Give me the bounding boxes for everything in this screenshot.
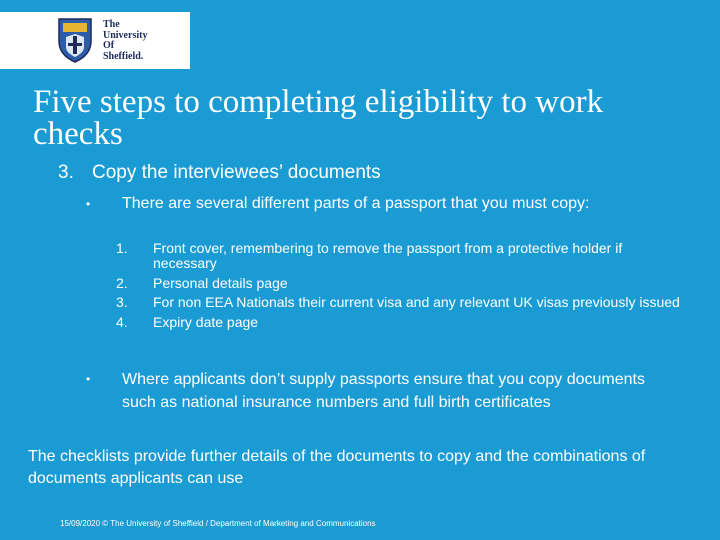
list-item bbox=[116, 315, 686, 330]
step-number: 3. bbox=[58, 162, 74, 183]
list-item-number: 3. bbox=[116, 294, 128, 310]
list-item-text: Personal details page bbox=[153, 275, 288, 291]
bullet-symbol: • bbox=[86, 197, 91, 211]
bullet-text: There are several different parts of a passport that you must copy: bbox=[122, 195, 590, 212]
university-crest-icon bbox=[57, 17, 93, 63]
bullet-text: Where applicants don’t supply passports ensure that you copy documents such as national insurance numbers and full birth certificates bbox=[122, 371, 645, 411]
list-item-number: 1. bbox=[116, 240, 128, 256]
list-item bbox=[116, 276, 686, 291]
bullet-symbol: • bbox=[86, 372, 91, 386]
list-item-number: 4. bbox=[116, 314, 128, 330]
slide-title: Five steps to completing eligibility to work checks bbox=[33, 84, 604, 152]
list-item bbox=[116, 241, 686, 271]
logo-line: University bbox=[103, 29, 148, 41]
logo-line: Of bbox=[103, 40, 115, 51]
logo-line: The bbox=[103, 19, 120, 30]
university-logo bbox=[0, 12, 190, 69]
slide-footer: 15/09/2020 © The University of Sheffield / Department of Marketing and Communications bbox=[60, 519, 376, 528]
logo-wordmark bbox=[103, 20, 183, 62]
list-item-text: For non EEA Nationals their current visa and any relevant UK visas previously issued bbox=[153, 294, 680, 310]
list-item bbox=[116, 295, 686, 310]
list-item-text: Front cover, remembering to remove the passport from a protective holder if necessary bbox=[153, 240, 623, 271]
list-item-number: 2. bbox=[116, 275, 128, 291]
logo-line: Sheffield. bbox=[103, 50, 144, 62]
step-bold-word: Copy bbox=[92, 162, 137, 183]
step-heading bbox=[58, 162, 381, 184]
step-heading-rest: the interviewees’ documents bbox=[136, 162, 381, 183]
passport-parts-list bbox=[116, 241, 686, 330]
list-item-text: Expiry date page bbox=[153, 314, 259, 330]
checklist-paragraph: The checklists provide further details of the documents to copy and the combinations of documents applicants can use bbox=[28, 448, 646, 487]
